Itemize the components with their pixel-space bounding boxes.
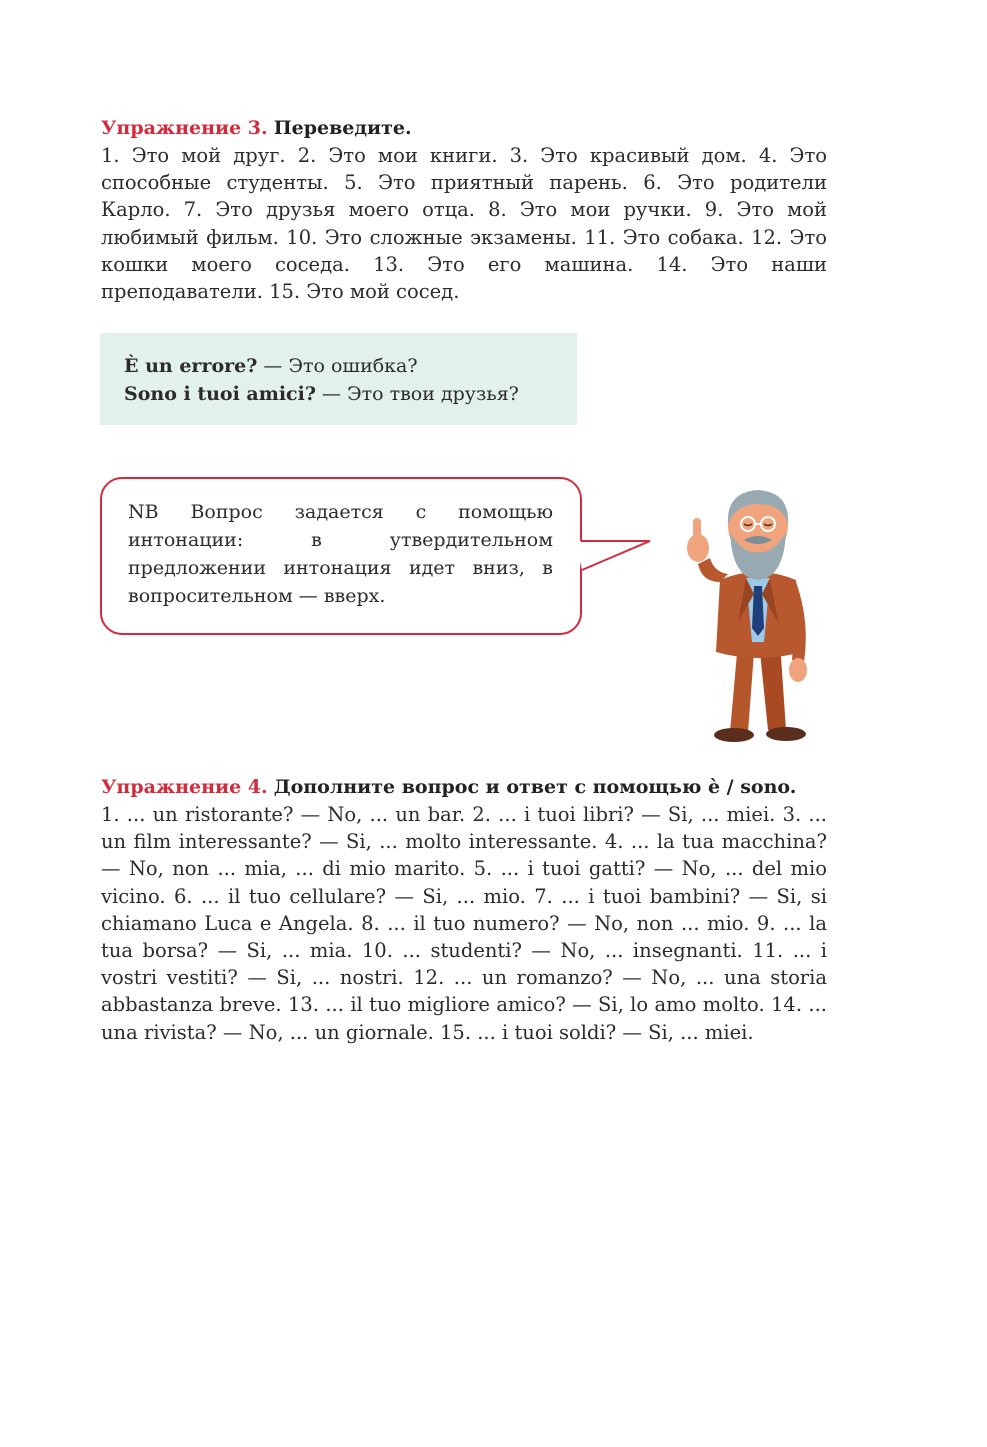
note-text: NB Вопрос задается с помощью интонации: в утвердительном предложении интонация идет вниз, в вопросительном — вверх. bbox=[128, 501, 553, 607]
exercise-4 bbox=[101, 774, 827, 1046]
exercise-4-text: 1. ... un ristorante? — No, ... un bar. 2. ... i tuoi libri? — Si, ... miei. 3. ... un film interessante? — Si, ... molto interessante. 4. ... la tua macchina? — No, non ... mia, ... di mio marito. 5. ... i tuoi gatti? — No, ... del mio vicino. 6. ... il tuo cellulare? — Si, ... mio. 7. ... i tuoi bambini? — Si, si chiamano Luca e Angela. 8. ... il tuo numero? — No, non ... mio. 9. ... la tua borsa? — Si, ... mia. 10. ... studenti? — No, ... insegnanti. 11. ... i vostri vestiti? — Si, ... nostri. 12. ... un romanzo? — No, ... una storia abbastanza breve. 13. ... il tuo migliore amico? — Si, lo amo molto. 14. ... una rivista? — No, ... un giornale. 15. ... i tuoi soldi? — Si, ... miei. bbox=[101, 803, 827, 1044]
example-1-russian: — Это ошибка? bbox=[257, 355, 418, 377]
example-line-1 bbox=[124, 352, 577, 380]
exercise-4-label: Упражнение 4. bbox=[101, 776, 268, 798]
exercise-3-heading bbox=[101, 115, 827, 142]
example-2-russian: — Это твои друзья? bbox=[315, 383, 519, 405]
exercise-3-text: 1. Это мой друг. 2. Это мои книги. 3. Это красивый дом. 4. Это способные студенты. 5. Это приятный парень. 6. Это родители Карло. 7. Это друзья моего отца. 8. Это мои ручки. 9. Это мой любимый фильм. 10. Это сложные экзамены. 11. Это собака. 12. Это кошки моего соседа. 13. Это его машина. 14. Это наши преподаватели. 15. Это мой сосед. bbox=[101, 144, 827, 304]
example-box bbox=[100, 333, 577, 425]
professor-pointing-finger-icon bbox=[668, 482, 828, 744]
exercise-4-task: Дополните вопрос и ответ с помощью è / sono. bbox=[273, 776, 797, 798]
example-2-italian: Sono i tuoi amici? bbox=[124, 383, 316, 405]
exercise-3 bbox=[101, 115, 827, 305]
exercise-3-label: Упражнение 3. bbox=[101, 117, 268, 139]
exercise-3-task: Переведите. bbox=[273, 117, 412, 139]
example-1-italian: È un errore? bbox=[124, 355, 258, 377]
exercise-4-heading bbox=[101, 774, 827, 801]
example-line-2 bbox=[124, 380, 577, 408]
speech-bubble-tail-icon bbox=[575, 538, 655, 578]
